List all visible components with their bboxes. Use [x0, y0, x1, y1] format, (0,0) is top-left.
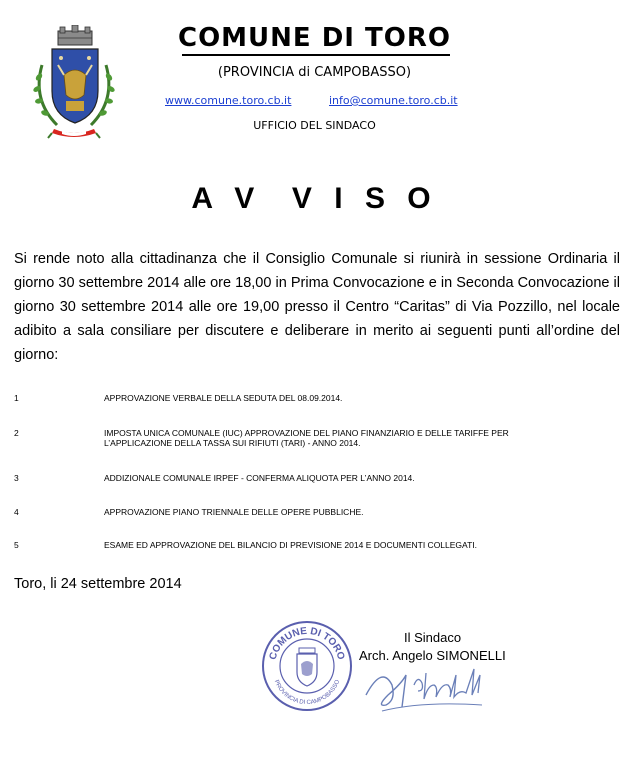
province-subtitle: (PROVINCIA di CAMPOBASSO) — [217, 65, 412, 80]
website-link[interactable]: www.comune.toro.cb.it — [165, 94, 292, 107]
agenda-item-text: IMPOSTA UNICA COMUNALE (IUC) APPROVAZIONE DEL PIANO FINANZIARIO E DELLE TARIFFE PER L’APPLICAZIONE DELLA TASSA SUI RIFIUTI (TARI) - ANNO 2014. — [104, 428, 509, 448]
office-label: UFFICIO DEL SINDACO — [253, 119, 376, 132]
signer-role: Il Sindaco — [404, 630, 462, 645]
stamp-bottom-text: PROVINCIA DI CAMPOBASSO — [272, 679, 342, 707]
notice-body: Si rende noto alla cittadinanza che il Consiglio Comunale si riunirà in sessione Ordinaria il giorno 30 settembre 2014 alle ore 18,00 in Prima Convocazione e in Seconda Convocazione il giorno 30 settembre 2014 alle ore 19,00 presso il Centro “Caritas” di Via Pozzillo, nel locale adibito a sala consiliare per discutere e deliberare in merito ai seguenti punti all’ordine del giorno: — [14, 251, 620, 363]
agenda-item-text: APPROVAZIONE VERBALE DELLA SEDUTA DEL 08.09.2014. — [104, 393, 343, 403]
agenda-item-number: 3 — [14, 473, 19, 483]
notice-title: A V V I S O — [191, 182, 438, 215]
agenda-item-number: 5 — [14, 540, 19, 550]
agenda-item-text: ESAME ED APPROVAZIONE DEL BILANCIO DI PREVISIONE 2014 E DOCUMENTI COLLEGATI. — [104, 540, 477, 550]
signer-name: Arch. Angelo SIMONELLI — [359, 648, 506, 663]
agenda-item-number: 4 — [14, 507, 19, 517]
email-link[interactable]: info@comune.toro.cb.it — [329, 94, 458, 107]
municipality-title: COMUNE DI TORO — [177, 23, 451, 53]
official-stamp-icon — [261, 620, 353, 712]
agenda-item-text: APPROVAZIONE PIANO TRIENNALE DELLE OPERE PUBBLICHE. — [104, 507, 364, 517]
place-date: Toro, li 24 settembre 2014 — [14, 576, 182, 592]
title-underline — [182, 54, 450, 56]
agenda-item-text: ADDIZIONALE COMUNALE IRPEF - CONFERMA ALIQUOTA PER L’ANNO 2014. — [104, 473, 415, 483]
handwritten-signature-icon — [362, 655, 492, 715]
coat-of-arms-icon — [22, 25, 126, 140]
agenda-item-number: 2 — [14, 428, 19, 438]
stamp-top-text: COMUNE DI TORO — [267, 625, 347, 662]
agenda-item-number: 1 — [14, 393, 19, 403]
